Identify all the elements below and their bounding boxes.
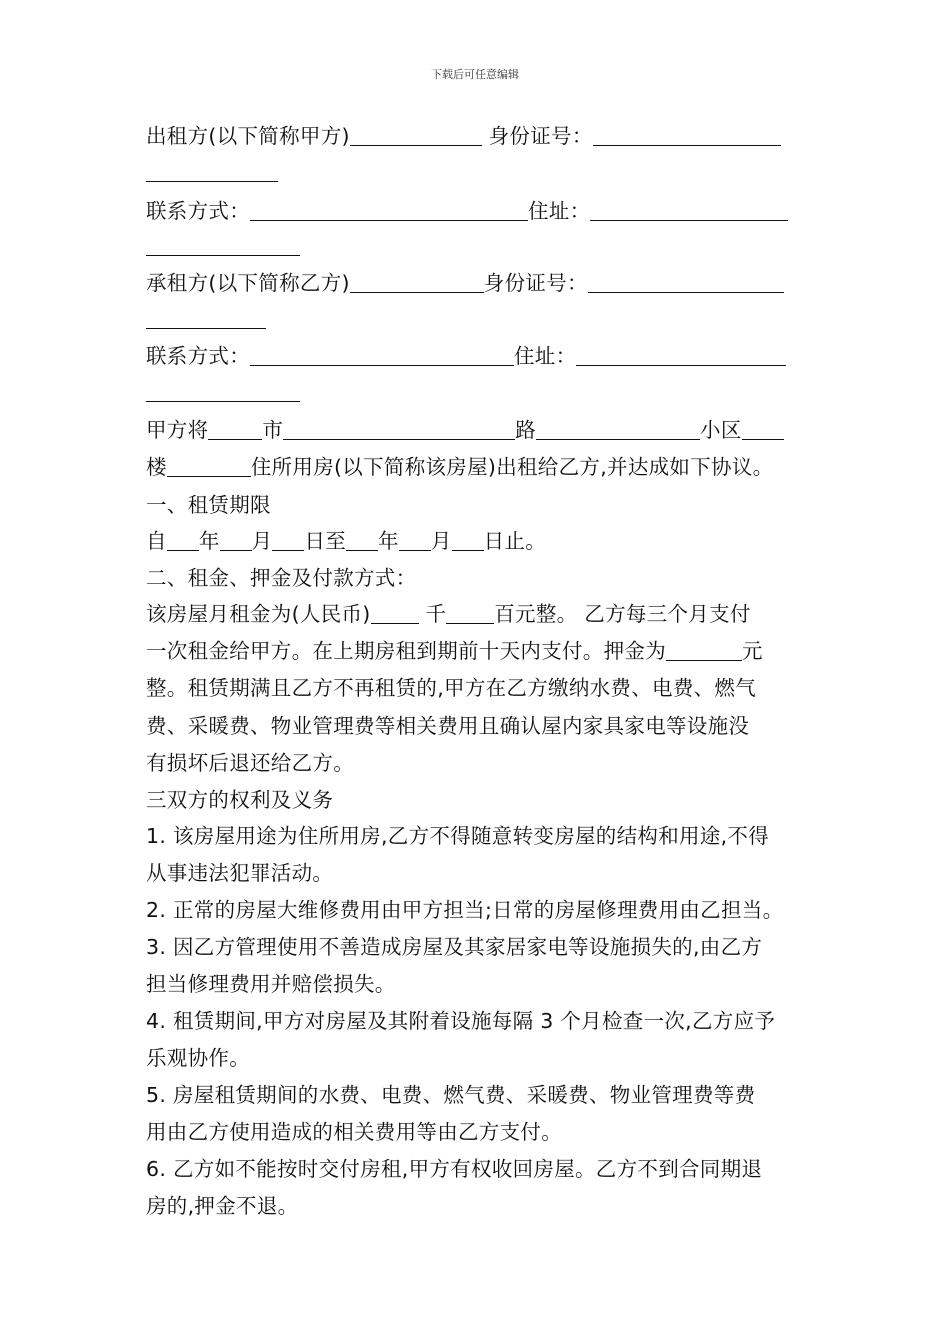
lessor-address-label: 住址： (528, 199, 591, 223)
lessee-id-blank[interactable] (588, 272, 784, 293)
item-1-line-2: 从事违法犯罪活动。 (146, 861, 334, 885)
start-month-blank[interactable] (220, 530, 252, 551)
start-year-blank[interactable] (167, 530, 199, 551)
term-end: 日止。 (483, 529, 547, 553)
community-blank[interactable] (536, 419, 700, 440)
property-line-1 (146, 415, 826, 445)
lessee-contact-line (146, 341, 826, 371)
lessor-line (146, 121, 826, 151)
rent-thousand-blank[interactable] (371, 603, 419, 624)
term-line (146, 526, 826, 556)
deposit-unit: 元 (742, 639, 763, 663)
rent-thousand-label: 千 (425, 602, 447, 626)
lessee-contact-label: 联系方式： (146, 344, 250, 368)
item-4-line-2: 乐观协作。 (146, 1046, 250, 1070)
lessor-id-blank[interactable] (593, 125, 781, 146)
term-day-to: 日至 (304, 529, 347, 553)
rent-text-3: 一次租金给甲方。在上期房租到期前十天内支付。押金为 (146, 639, 666, 663)
lessee-line (146, 268, 826, 298)
lessor-label: 出租方(以下简称甲方) (146, 124, 350, 148)
header-note: 下载后可任意编辑 (431, 68, 519, 81)
item-1-line-1: 1. 该房屋用途为住所用房,乙方不得随意转变房屋的结构和用途,不得 (146, 824, 770, 848)
term-from: 自 (146, 529, 167, 553)
lessor-name-blank[interactable] (350, 125, 482, 146)
section-1-title: 一、租赁期限 (146, 493, 271, 517)
rent-hundred-blank[interactable] (446, 603, 494, 624)
community-label: 小区 (700, 418, 742, 442)
item-4-line-1: 4. 租赁期间,甲方对房屋及其附着设施每隔 3 个月检查一次,乙方应予 (146, 1009, 776, 1033)
rent-text-2: 百元整。 乙方每三个月支付 (494, 602, 751, 626)
rent-text: 该房屋月租金为(人民币) (146, 602, 371, 626)
end-day-blank[interactable] (452, 530, 484, 551)
item-5-line-2: 用由乙方使用造成的相关费用等由乙方支付。 (146, 1120, 562, 1144)
rent-line-3: 整。租赁期满且乙方不再租赁的,甲方在乙方缴纳水费、电费、燃气 (146, 676, 757, 700)
item-6-line-1: 6. 乙方如不能按时交付房租,甲方有权收回房屋。乙方不到合同期退 (146, 1157, 763, 1181)
lessor-contact-blank[interactable] (250, 200, 528, 221)
lessor-contact-label: 联系方式： (146, 199, 250, 223)
item-5-line-1: 5. 房屋租赁期间的水费、电费、燃气费、采暖费、物业管理费等费 (146, 1083, 756, 1107)
road-blank[interactable] (283, 419, 515, 440)
item-6-line-2: 房的,押金不退。 (146, 1194, 299, 1218)
unit-blank[interactable] (167, 456, 251, 477)
lessee-id-blank-cont[interactable] (146, 327, 266, 329)
city-label: 市 (262, 418, 284, 442)
lessee-contact-blank[interactable] (250, 345, 514, 366)
lessee-address-blank-cont[interactable] (146, 400, 300, 402)
lessor-id-blank-cont[interactable] (146, 180, 278, 182)
item-2-line-1: 2. 正常的房屋大维修费用由甲方担当;日常的房屋修理费用由乙担当。 (146, 898, 784, 922)
lessee-id-label: 身份证号： (483, 271, 588, 295)
property-line-2 (146, 452, 826, 482)
road-label: 路 (515, 418, 537, 442)
item-3-line-2: 担当修理费用并赔偿损失。 (146, 972, 396, 996)
rent-line-2 (146, 636, 826, 666)
term-month: 月 (251, 529, 273, 553)
lessee-address-blank[interactable] (576, 345, 786, 366)
end-month-blank[interactable] (399, 530, 431, 551)
city-blank[interactable] (208, 419, 262, 440)
lessee-name-blank[interactable] (350, 272, 484, 293)
rent-line-1 (146, 599, 826, 629)
start-day-blank[interactable] (272, 530, 304, 551)
building-label: 楼 (146, 455, 167, 479)
lessee-address-label: 住址： (514, 344, 577, 368)
deposit-blank[interactable] (666, 640, 742, 661)
property-text-2: 住所用房(以下简称该房屋)出租给乙方,并达成如下协议。 (250, 455, 774, 479)
section-2-title: 二、租金、押金及付款方式： (146, 566, 417, 590)
rent-line-4: 费、采暖费、物业管理费等相关费用且确认屋内家具家电等设施没 (146, 714, 750, 738)
lessor-address-blank-cont[interactable] (146, 254, 300, 256)
term-year-2: 年 (378, 529, 399, 553)
rent-line-5: 有损坏后退还给乙方。 (146, 751, 354, 775)
term-year: 年 (198, 529, 220, 553)
property-text: 甲方将 (146, 418, 209, 442)
end-year-blank[interactable] (346, 530, 378, 551)
section-3-title: 三双方的权利及义务 (146, 788, 334, 812)
term-month-2: 月 (430, 529, 452, 553)
lessor-contact-line (146, 196, 826, 226)
lessor-id-label: 身份证号： (488, 124, 593, 148)
lessor-address-blank[interactable] (590, 200, 788, 221)
item-3-line-1: 3. 因乙方管理使用不善造成房屋及其家居家电等设施损失的,由乙方 (146, 935, 763, 959)
lessee-label: 承租方(以下简称乙方) (146, 271, 350, 295)
building-blank[interactable] (742, 419, 784, 440)
